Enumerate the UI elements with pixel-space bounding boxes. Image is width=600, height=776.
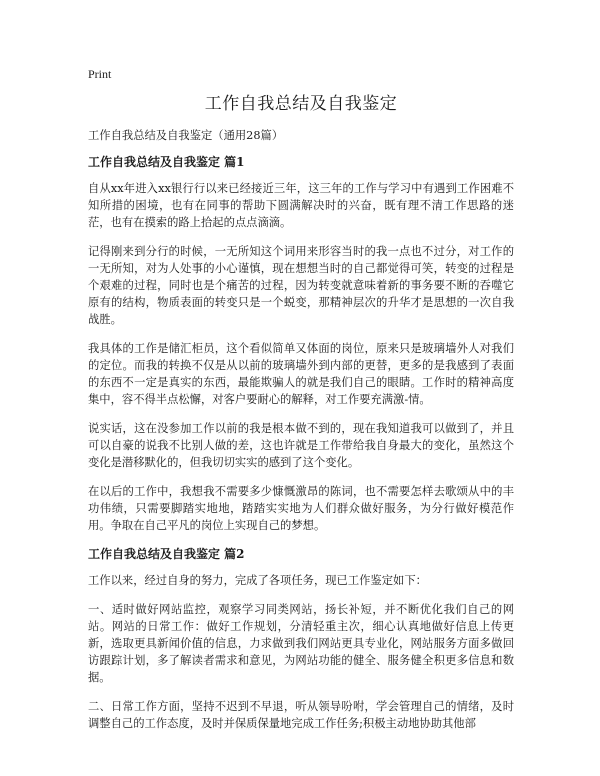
- paragraph: 一、适时做好网站监控，观察学习同类网站，扬长补短，并不断优化我们自己的网站。网站的日常工作：做好工作规划，分清轻重主次，细心认真地做好信息上传更新，选取更具新闻价值的信息，力求做到我们网站更具专业化，网站服务方面多做回访跟踪计划，多了解读者需求和意见，为网站功能的健全、服务健全积更多信息和数据。: [88, 603, 514, 684]
- document-subtitle: 工作自我总结及自我鉴定（通用28篇）: [88, 129, 284, 142]
- document-page: [88, 66, 514, 744]
- paragraph: 在以后的工作中，我想我不需要多少慷慨激昂的陈词，也不需要怎样去歌颂从中的丰功伟绩，只需要脚踏实地地，踏踏实实地为人们群众做好服务，为分行做好模范作用。争取在自己平凡的岗位上实现自己的梦想。: [88, 485, 514, 532]
- section-2: [88, 546, 514, 732]
- document-title: 工作自我总结及自我鉴定: [204, 94, 398, 114]
- paragraph: 自从xx年进入xx银行行以来已经接近三年，这三年的工作与学习中有遇到工作困难不知所措的困境，也有在同事的帮助下圆满解决时的兴奋，既有理不清工作思路的迷茫，也有在摸索的路上拾起的点点滴滴。: [88, 182, 514, 229]
- print-label: Print: [88, 67, 112, 81]
- paragraph: 工作以来，经过自身的努力，完成了各项任务，现已工作鉴定如下：: [88, 574, 427, 587]
- paragraph: 说实话，这在没参加工作以前的我是根本做不到的，现在我知道我可以做到了，并且可以自豪的说我不比别人做的差，这也许就是工作带给我自身最大的变化，虽然这个变化是潜移默化的，但我切切实实的感到了这个变化。: [88, 422, 514, 469]
- section-1: [88, 154, 514, 534]
- paragraph: 记得刚来到分行的时候，一无所知这个词用来形容当时的我一点也不过分，对工作的一无所知，对为人处事的小心谨慎，现在想想当时的自己都觉得可笑，转变的过程是个艰难的过程，同时也是个痛苦的过程，因为转变就意味着新的事务要不断的吞噬它原有的结构，物质表面的转变只是一个蜕变，那精神层次的升华才是思想的一次自我战胜。: [88, 245, 514, 326]
- section-heading: 工作自我总结及自我鉴定 篇2: [88, 547, 245, 561]
- section-heading: 工作自我总结及自我鉴定 篇1: [88, 155, 245, 169]
- paragraph: 我具体的工作是储汇柜员，这个看似简单又体面的岗位，原来只是玻璃墙外人对我们的定位。而我的转换不仅是从以前的玻璃墙外到内部的更替，更多的是我感到了表面的东西不一定是真实的东西，最能欺骗人的就是我们自己的眼睛。工作时的精神高度集中，容不得半点松懈，对客户要耐心的解释，对工作要充满激-情。: [88, 342, 514, 406]
- paragraph: 二、日常工作方面，坚持不迟到不早退，听从领导吩咐，学会管理自己的情绪，及时调整自己的工作态度，及时并保质保量地完成工作任务;积极主动地协助其他部: [88, 700, 514, 730]
